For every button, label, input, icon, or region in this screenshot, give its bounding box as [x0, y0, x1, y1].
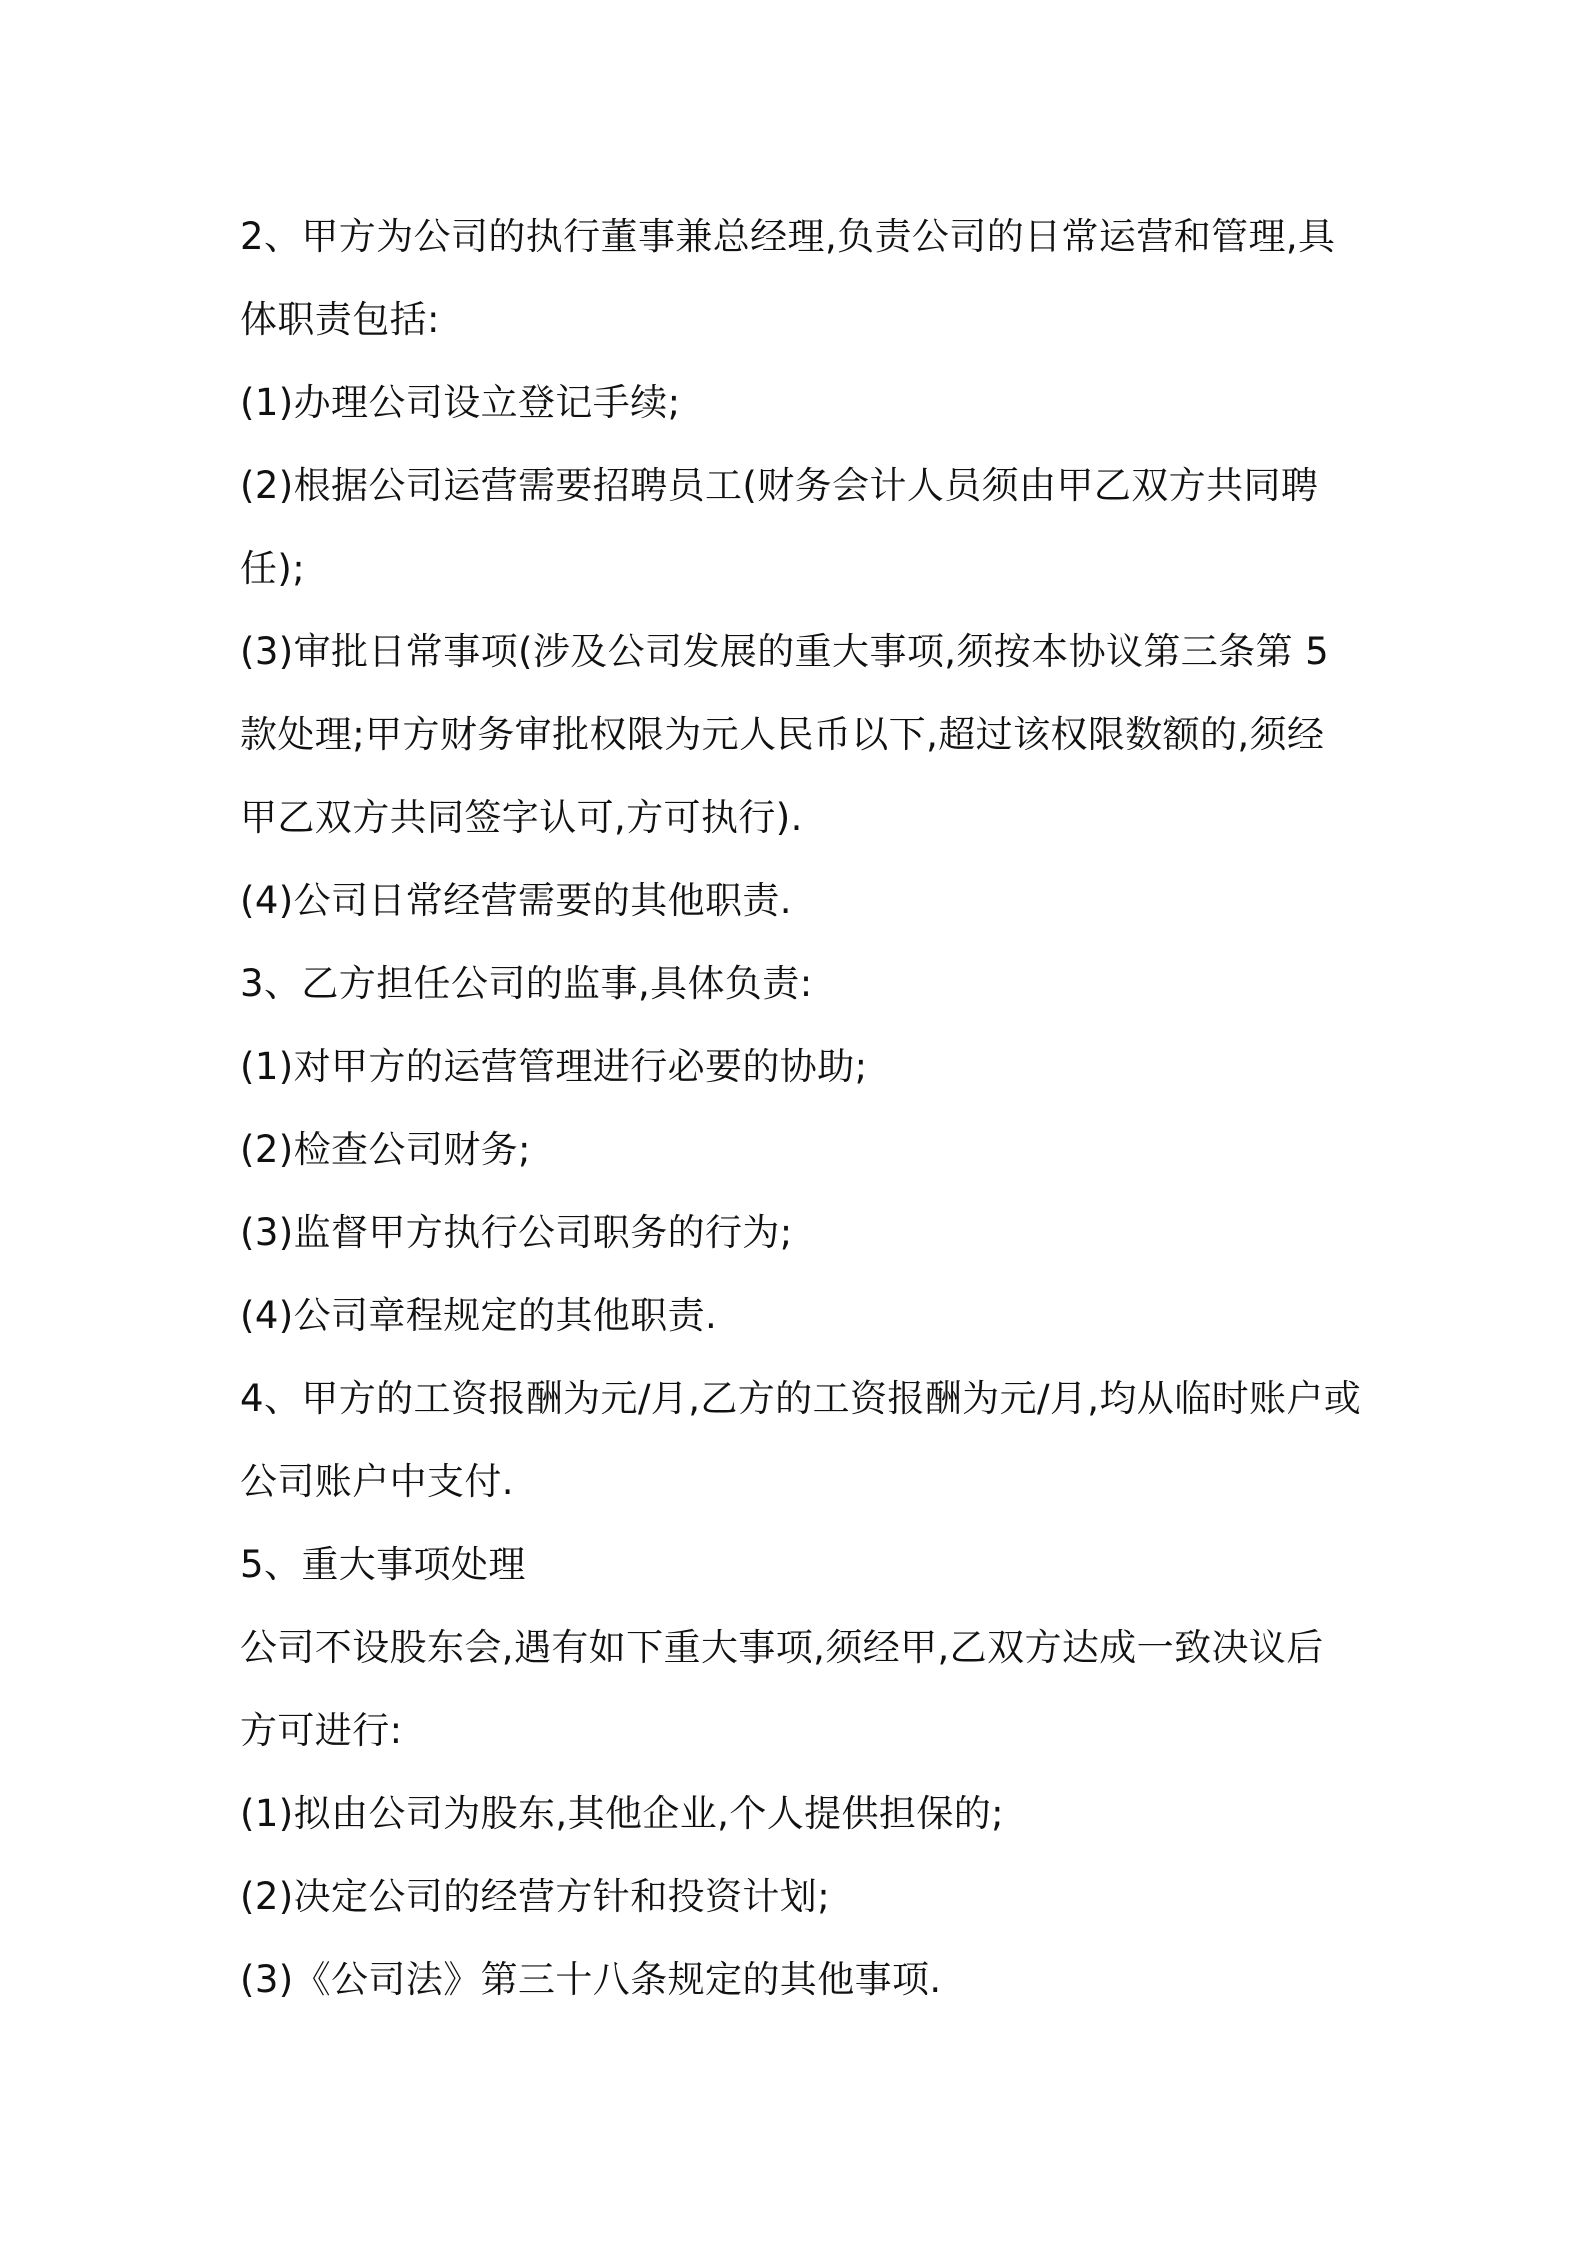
text-line: (1)对甲方的运营管理进行必要的协助;	[240, 1045, 868, 1088]
section-heading: 5、重大事项处理	[240, 1543, 526, 1586]
text-line: (4)公司章程规定的其他职责.	[240, 1294, 718, 1337]
text-line: (2)根据公司运营需要招聘员工(财务会计人员须由甲乙双方共同聘	[240, 464, 1319, 507]
text-line: (3)审批日常事项(涉及公司发展的重大事项,须按本协议第三条第 5	[240, 630, 1330, 673]
text-line: 公司账户中支付.	[240, 1460, 514, 1503]
text-line: 甲乙双方共同签字认可,方可执行).	[240, 796, 803, 839]
text-line: 款处理;甲方财务审批权限为元人民币以下,超过该权限数额的,须经	[240, 713, 1325, 756]
text-line: 公司不设股东会,遇有如下重大事项,须经甲,乙双方达成一致决议后	[240, 1626, 1324, 1669]
text-line: (2)决定公司的经营方针和投资计划;	[240, 1875, 831, 1918]
text-line: 方可进行:	[240, 1709, 403, 1752]
text-line: 4、甲方的工资报酬为元/月,乙方的工资报酬为元/月,均从临时账户或	[240, 1377, 1362, 1420]
document-body	[240, 195, 1362, 2021]
text-line: 2、甲方为公司的执行董事兼总经理,负责公司的日常运营和管理,具	[240, 215, 1336, 258]
text-line: (1)拟由公司为股东,其他企业,个人提供担保的;	[240, 1792, 1004, 1835]
text-line: (3)监督甲方执行公司职务的行为;	[240, 1211, 793, 1254]
text-line: 体职责包括:	[240, 298, 440, 341]
text-line: (2)检查公司财务;	[240, 1128, 531, 1171]
text-line: (1)办理公司设立登记手续;	[240, 381, 681, 424]
text-line: 3、乙方担任公司的监事,具体负责:	[240, 962, 813, 1005]
text-line: 任);	[240, 547, 306, 590]
text-line: (3)《公司法》第三十八条规定的其他事项.	[240, 1958, 942, 2001]
text-line: (4)公司日常经营需要的其他职责.	[240, 879, 792, 922]
